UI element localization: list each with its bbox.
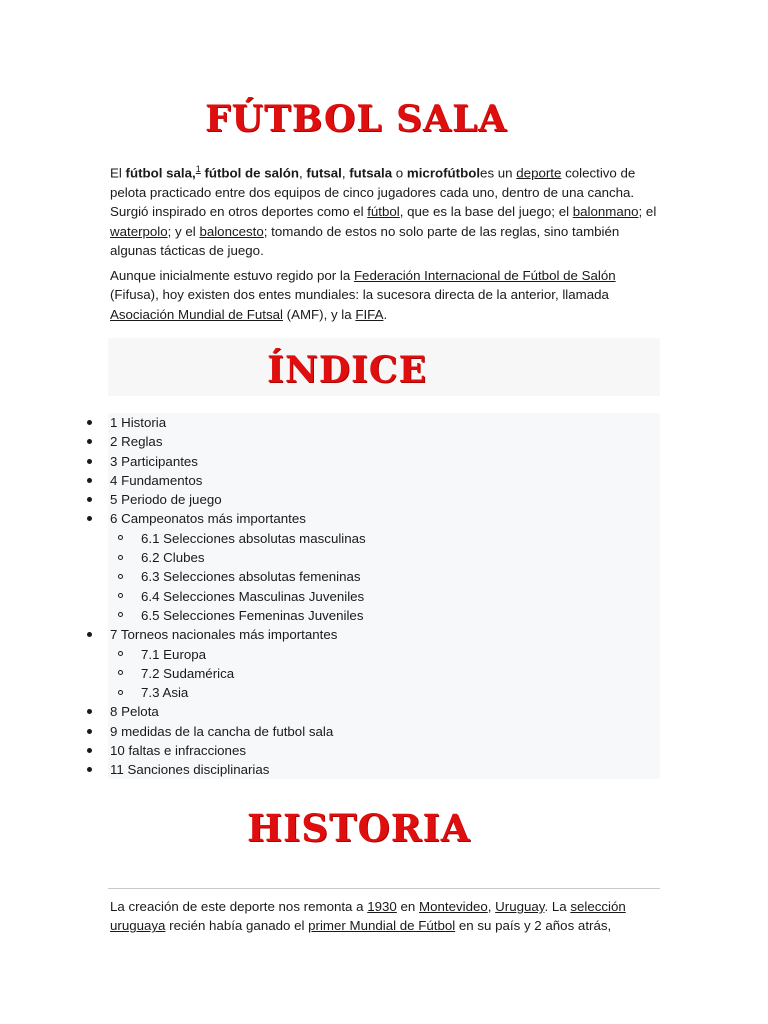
toc-item[interactable] xyxy=(0,471,768,490)
toc-subitem[interactable] xyxy=(0,606,768,625)
toc-item-label: 6.1 Selecciones absolutas masculinas xyxy=(141,530,366,546)
toc-subitem[interactable] xyxy=(0,587,768,606)
link-deporte[interactable]: deporte xyxy=(516,165,562,181)
bullet-icon xyxy=(87,420,92,425)
toc-item-label: 3 Participantes xyxy=(110,453,198,469)
toc-item-label: 6 Campeonatos más importantes xyxy=(110,511,306,527)
toc-item-label: 6.3 Selecciones absolutas femeninas xyxy=(141,569,361,585)
link-primer-mundial[interactable]: primer Mundial de Fútbol xyxy=(308,918,456,934)
term-futbol-sala: fútbol sala, xyxy=(125,165,196,181)
hollow-bullet-icon xyxy=(118,670,123,675)
bullet-icon xyxy=(87,459,92,464)
toc-subitem[interactable] xyxy=(0,567,768,586)
toc-item-label: 1 Historia xyxy=(110,415,167,430)
toc-item[interactable] xyxy=(0,722,768,741)
hollow-bullet-icon xyxy=(118,535,123,540)
toc-item-label: 6.4 Selecciones Masculinas Juveniles xyxy=(141,588,365,604)
link-fifusa[interactable]: Federación Internacional de Fútbol de Salón xyxy=(353,268,616,283)
term-futsal: futsal xyxy=(306,165,342,181)
governance-paragraph: Aunque inicialmente estuvo regido por la Federación Internacional de Fútbol de Salón (Fifusa), hoy existen dos entes mundiales: la sucesora directa de la anterior, llamada Asociación Mundial de Futsal (AMF), y la FIFA. xyxy=(110,268,616,322)
bullet-icon xyxy=(87,729,92,734)
bullet-icon xyxy=(87,709,92,714)
toc-item-label: 7.3 Asia xyxy=(141,685,189,701)
link-1930[interactable]: 1930 xyxy=(367,899,397,914)
hollow-bullet-icon xyxy=(118,612,123,617)
hollow-bullet-icon xyxy=(118,593,123,598)
toc-item[interactable] xyxy=(0,509,768,528)
link-amf[interactable]: Asociación Mundial de Futsal xyxy=(110,306,283,322)
bullet-icon xyxy=(87,439,92,444)
toc-item-label: 7.2 Sudamérica xyxy=(141,665,235,681)
hollow-bullet-icon xyxy=(118,555,123,560)
toc-item-label: 8 Pelota xyxy=(110,704,159,720)
divider xyxy=(108,888,660,889)
toc-item-label: 7 Torneos nacionales más importantes xyxy=(110,627,338,643)
toc-item[interactable] xyxy=(0,702,768,721)
link-waterpolo[interactable]: waterpolo xyxy=(110,223,168,239)
bullet-icon xyxy=(87,767,92,772)
term-futbol-de-salon: fútbol de salón xyxy=(204,165,299,181)
hollow-bullet-icon xyxy=(118,574,123,579)
bullet-icon xyxy=(87,748,92,753)
indice-heading: ÍNDICE xyxy=(267,349,427,391)
toc-subitem[interactable] xyxy=(0,529,768,548)
toc-item-label: 9 medidas de la cancha de futbol sala xyxy=(110,723,334,739)
historia-heading: HISTORIA xyxy=(247,806,471,850)
toc-item-label: 10 faltas e infracciones xyxy=(110,743,247,759)
hollow-bullet-icon xyxy=(118,690,123,695)
intro-paragraph: El fútbol sala,$^1$ fútbol de salón, futsal, futsala o microfútboles un deporte colectivo de pelota practicado entre dos equipos de cinco jugadores cada uno, dentro de una cancha. Surgió inspirado en otros deportes como el fútbol, que es la base del juego; el balonmano; el waterpolo; y el baloncesto; tomando de estos no solo parte de las reglas, sino también algunas tácticas de juego. xyxy=(110,164,657,259)
term-microfutbol: microfútbol xyxy=(406,165,481,181)
reference-link[interactable]: 1 xyxy=(195,164,201,174)
toc-item-label: 11 Sanciones disciplinarias xyxy=(110,762,270,778)
toc-subitem[interactable] xyxy=(0,683,768,702)
bullet-icon xyxy=(87,497,92,502)
historia-paragraph: La creación de este deporte nos remonta a 1930 en Montevideo, Uruguay. La selección uruguaya recién había ganado el primer Mundial de Fútbol en su país y 2 años atrás, xyxy=(110,899,626,934)
toc-item[interactable] xyxy=(0,741,768,760)
link-uruguay[interactable]: Uruguay xyxy=(495,899,545,914)
toc-item-label: 6.5 Selecciones Femeninas Juveniles xyxy=(141,607,364,623)
toc-item-label: 5 Periodo de juego xyxy=(110,492,222,508)
toc-item[interactable] xyxy=(0,452,768,471)
bullet-icon xyxy=(87,478,92,483)
link-seleccion-uruguaya[interactable]: selección uruguaya xyxy=(110,899,626,934)
page-title: FÚTBOL SALA xyxy=(205,98,508,140)
toc-item-label: 4 Fundamentos xyxy=(110,472,203,488)
toc-item[interactable] xyxy=(0,490,768,509)
link-futbol[interactable]: fútbol xyxy=(367,204,400,220)
term-futsala: futsala xyxy=(349,165,393,181)
toc-subitem[interactable] xyxy=(0,664,768,683)
toc-item[interactable] xyxy=(0,413,768,432)
link-fifa[interactable]: FIFA xyxy=(355,306,384,322)
toc-item[interactable] xyxy=(0,625,768,644)
link-montevideo[interactable]: Montevideo xyxy=(419,899,488,914)
link-baloncesto[interactable]: baloncesto xyxy=(199,223,264,239)
bullet-icon xyxy=(87,516,92,521)
link-balonmano[interactable]: balonmano xyxy=(572,204,639,220)
hollow-bullet-icon xyxy=(118,651,123,656)
toc-item-label: 6.2 Clubes xyxy=(141,550,205,566)
table-of-contents xyxy=(0,413,768,780)
toc-subitem[interactable] xyxy=(0,645,768,664)
toc-subitem[interactable] xyxy=(0,548,768,567)
bullet-icon xyxy=(87,632,92,637)
toc-item-label: 2 Reglas xyxy=(110,434,163,450)
toc-item-label: 7.1 Europa xyxy=(141,646,207,662)
toc-item[interactable] xyxy=(0,432,768,451)
toc-item[interactable] xyxy=(0,760,768,779)
